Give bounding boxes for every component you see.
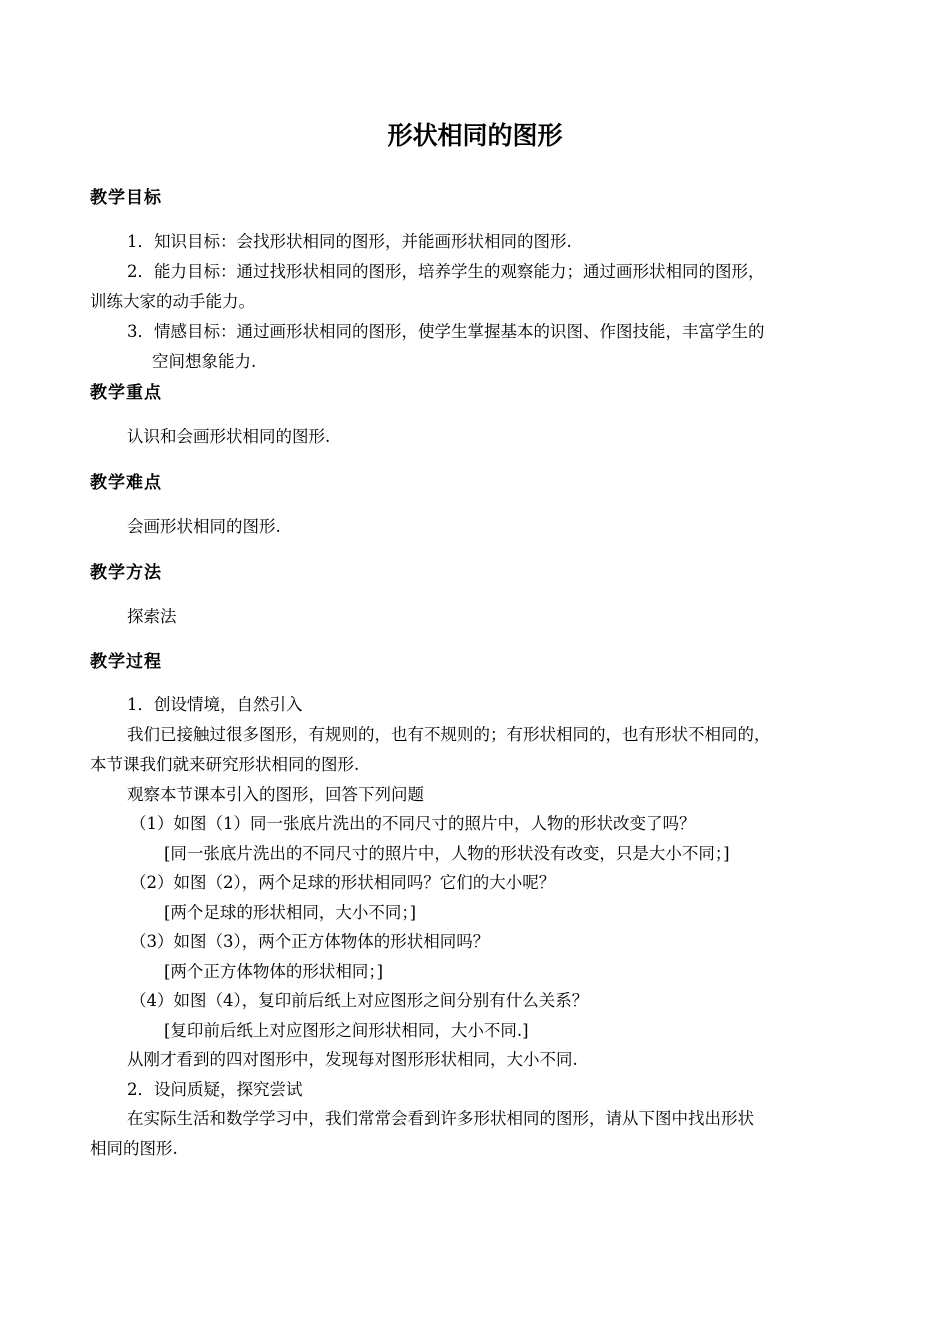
process-paragraph-3: 从刚才看到的四对图形中，发现每对图形形状相同，大小不同. [127, 1050, 578, 1069]
answer-1: [同一张底片洗出的不同尺寸的照片中，人物的形状没有改变，只是大小不同；] [164, 844, 730, 863]
heading-objectives: 教学目标 [90, 188, 162, 208]
heading-key-point: 教学重点 [90, 383, 162, 403]
key-point-text: 认识和会画形状相同的图形. [127, 427, 331, 446]
question-2: （2）如图（2），两个足球的形状相同吗？它们的大小呢？ [130, 873, 556, 892]
heading-difficulty: 教学难点 [90, 473, 162, 493]
process-paragraph-1-line-2: 本节课我们就来研究形状相同的图形. [90, 755, 360, 774]
objective-3-line-2: 空间想象能力. [152, 352, 257, 371]
answer-2: [两个足球的形状相同，大小不同；] [164, 903, 417, 922]
process-step-2: 2．设问质疑，探究尝试 [127, 1080, 303, 1099]
process-paragraph-4-line-1: 在实际生活和数学学习中，我们常常会看到许多形状相同的图形，请从下图中找出形状 [127, 1109, 754, 1128]
process-step-1: 1．创设情境，自然引入 [127, 695, 303, 714]
objective-3-line-1: 3．情感目标：通过画形状相同的图形，使学生掌握基本的识图、作图技能，丰富学生的 [127, 322, 765, 341]
page-title: 形状相同的图形 [387, 121, 563, 150]
difficulty-text: 会画形状相同的图形. [127, 517, 281, 536]
process-paragraph-2: 观察本节课本引入的图形，回答下列问题 [127, 785, 424, 804]
heading-process: 教学过程 [90, 652, 162, 672]
question-4: （4）如图（4），复印前后纸上对应图形之间分别有什么关系？ [130, 991, 589, 1010]
objective-2-line-2: 训练大家的动手能力。 [90, 292, 255, 311]
answer-4: [复印前后纸上对应图形之间形状相同，大小不同.] [164, 1021, 529, 1040]
objective-1: 1．知识目标：会找形状相同的图形，并能画形状相同的图形. [127, 232, 572, 251]
process-paragraph-1-line-1: 我们已接触过很多图形，有规则的，也有不规则的；有形状相同的，也有形状不相同的， [127, 725, 771, 744]
process-paragraph-4-line-2: 相同的图形. [90, 1139, 178, 1158]
answer-3: [两个正方体物体的形状相同；] [164, 962, 384, 981]
heading-method: 教学方法 [90, 563, 162, 583]
method-text: 探索法 [127, 607, 177, 626]
question-1: （1）如图（1）同一张底片洗出的不同尺寸的照片中，人物的形状改变了吗？ [130, 814, 696, 833]
question-3: （3）如图（3），两个正方体物体的形状相同吗？ [130, 932, 490, 951]
objective-2-line-1: 2．能力目标：通过找形状相同的图形，培养学生的观察能力；通过画形状相同的图形， [127, 262, 765, 281]
